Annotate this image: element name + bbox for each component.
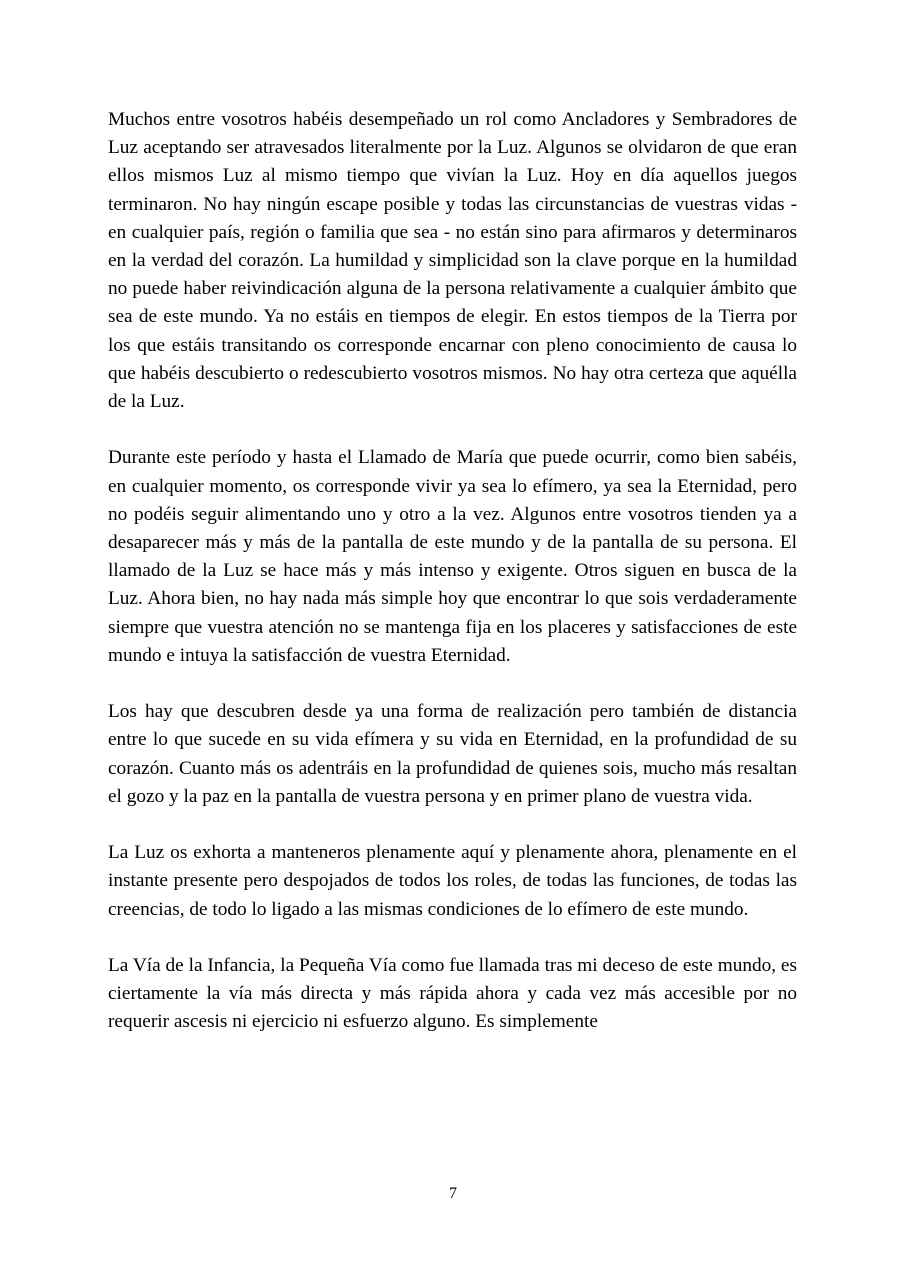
paragraph-1: Muchos entre vosotros habéis desempeñado un rol como Ancladores y Sembradores de Luz aceptando ser atravesados literalmente por la Luz. Algunos se olvidaron de que eran ellos mismos Luz al mismo tiempo que vivían la Luz. Hoy en día aquellos juegos terminaron. No hay ningún escape posible y todas las circunstancias de vuestras vidas - en cualquier país, región o familia que sea - no están sino para afirmaros y determinaros en la verdad del corazón. La humildad y simplicidad son la clave porque en la humildad no puede haber reivindicación alguna de la persona relativamente a cualquier ámbito que sea de este mundo. Ya no estáis en tiempos de elegir. En estos tiempos de la Tierra por los que estáis transitando os corresponde encarnar con pleno conocimiento de causa lo que habéis descubierto o redescubierto vosotros mismos. No hay otra certeza que aquélla de la Luz. bbox=[108, 109, 797, 413]
paragraph-4: La Luz os exhorta a manteneros plenamente aquí y plenamente ahora, plenamente en el instante presente pero despojados de todos los roles, de todas las funciones, de todas las creencias, de todo lo ligado a las mismas condiciones de lo efímero de este mundo. bbox=[108, 842, 797, 920]
paragraph-5: La Vía de la Infancia, la Pequeña Vía como fue llamada tras mi deceso de este mundo, es ciertamente la vía más directa y más rápida ahora y cada vez más accesible por no requerir ascesis ni ejercicio ni esfuerzo alguno. Es simplemente bbox=[108, 955, 797, 1033]
page-number: 7 bbox=[449, 1185, 457, 1202]
paragraph-2: Durante este período y hasta el Llamado de María que puede ocurrir, como bien sabéis, en cualquier momento, os corresponde vivir ya sea lo efímero, ya sea la Eternidad, pero no podéis seguir alimentando uno y otro a la vez. Algunos entre vosotros tienden ya a desaparecer más y más de la pantalla de este mundo y de la pantalla de su persona. El llamado de la Luz se hace más y más intenso y exigente. Otros siguen en busca de la Luz. Ahora bien, no hay nada más simple hoy que encontrar lo que sois verdaderamente siempre que vuestra atención no se mantenga fija en los placeres y satisfacciones de este mundo e intuya la satisfacción de vuestra Eternidad. bbox=[108, 447, 797, 666]
paragraph-3: Los hay que descubren desde ya una forma de realización pero también de distancia entre lo que sucede en su vida efímera y su vida en Eternidad, en la profundidad de su corazón. Cuanto más os adentráis en la profundidad de quienes sois, mucho más resaltan el gozo y la paz en la pantalla de vuestra persona y en primer plano de vuestra vida. bbox=[108, 701, 797, 807]
body-text bbox=[108, 106, 797, 1065]
